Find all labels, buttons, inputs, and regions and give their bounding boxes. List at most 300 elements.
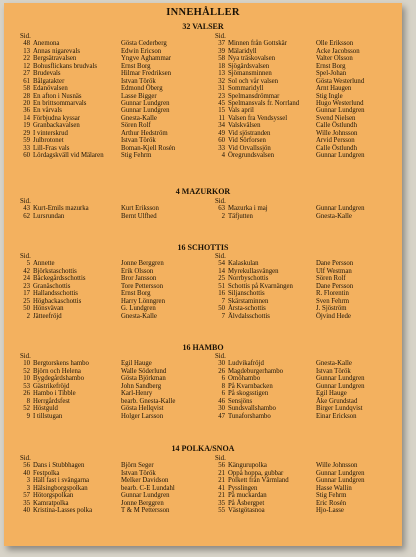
song-title: På Åsbergpet [228,499,265,507]
section-title: 14 POLKA/SNOA [171,444,235,453]
composer-name: Birger Lundqvist [316,405,363,413]
entry-column-right [215,455,365,515]
composer-name: bearb. Gnesta-Kalle [121,397,176,405]
song-title: Mälaridyll [228,47,257,55]
page-number: 60 [218,137,225,145]
page-number: 37 [218,40,225,48]
composer-name: Acke Jacobsson [316,47,360,55]
list-item [20,405,164,413]
page-number: 11 [218,114,225,122]
page-number: 50 [218,305,225,313]
composer-name: Gösta Cederberg [121,40,167,48]
list-item [215,107,365,115]
page-number: 13 [23,47,30,55]
composer-name: Istvan Török [121,137,156,145]
page-number: 31 [218,85,225,93]
list-item [215,462,358,470]
page-number: 18 [218,62,225,70]
page-number: 53 [23,382,30,390]
song-title: Hönsvävan [33,305,64,313]
song-title: Hälsingborgspolkan [33,484,88,492]
song-title: Öregrundsvalsen [228,152,275,159]
list-item [20,212,157,220]
song-title: Bergtorskens hambo [33,360,89,368]
song-title: Sommaridyll [228,85,264,93]
composer-name: Ernst Borg [121,62,151,70]
list-item [215,129,358,137]
song-title: Granbackavalsen [33,122,80,130]
composer-name: Gunnar Lundgren [121,107,170,115]
list-item [20,477,169,485]
composer-name: Sven Fehrm [316,297,350,305]
page-number: 20 [23,99,30,107]
song-title: Vid Sörforsen [228,137,266,145]
page-column-header: Sid. [215,353,226,360]
composer-name: Gunnar Lundgren [316,205,365,213]
composer-name: John Sandberg [121,382,162,390]
song-title: Lill-Fras vals [33,144,70,152]
composer-name: Gunnar Lundgren [121,99,170,107]
page-number: 7 [221,297,225,305]
page-column-header: Sid. [215,455,226,462]
list-item [20,297,165,305]
list-item [20,55,172,63]
page-number: 14 [218,267,225,275]
list-item [215,267,352,275]
page-number: 58 [23,85,30,93]
list-item [20,462,154,470]
song-title: Hallandsschottis [33,290,78,298]
composer-name: Egil Hauge [121,360,152,368]
list-item [215,312,351,320]
song-title: Sundsvallshambo [228,405,276,413]
list-item [20,107,170,115]
composer-name: Öjvind Hede [316,312,351,320]
song-title: Oppå hoppa, gubbar [228,469,284,477]
list-item [215,275,346,283]
song-title: Västgötasnoa [228,507,265,515]
composer-name: Lasse Bigger [121,92,157,100]
song-title: Festpolka [33,469,60,477]
entry-column-right [215,353,365,420]
page-number: 25 [218,275,225,283]
song-title: Spelmansvals fr. Norrland [228,99,300,107]
song-title: Vals april [228,107,254,115]
song-title: En afton i Nusnäs [33,92,82,100]
page-number: 8 [221,382,225,390]
page-number: 35 [23,499,30,507]
song-title: Julbrotonet [33,137,64,145]
page-number: 29 [23,129,30,137]
song-title: Bygdegårdshambo [33,375,84,383]
page-number: 48 [23,40,30,48]
list-item [20,62,151,70]
composer-name: Gnesta-Kalle [121,312,157,320]
list-item [215,92,343,100]
list-item [215,297,350,305]
list-item [20,469,156,477]
table-of-contents-page [4,3,402,546]
composer-name: Gnesta-Kalle [121,114,157,122]
song-title: Sensjöns [228,397,253,405]
song-title: Dans i Stubbhagen [33,462,85,470]
page-number: 60 [23,152,30,159]
list-item [215,477,365,485]
page-number: 23 [218,92,225,100]
list-item [20,360,152,368]
page-number: 32 [218,77,225,85]
composer-name: Valter Olsson [316,55,353,63]
list-item [20,484,175,492]
page-title: INNEHÅLLER [166,7,240,18]
list-item [215,469,365,477]
page-number: 6 [221,375,225,383]
composer-name: Melker Davidson [121,477,169,485]
composer-name: Gunnar Lundgren [316,477,365,485]
list-item [215,114,356,122]
composer-name: J. Sjöström [316,305,347,313]
song-title: I vinterskrud [33,129,68,137]
list-item [215,85,352,93]
page-number: 47 [218,412,225,420]
composer-name: Walle Söderlund [121,367,167,375]
list-item [20,290,151,298]
composer-name: Bror Jansson [121,275,157,283]
composer-name: Stig Fehrm [121,152,152,159]
page-column-header: Sid. [215,33,226,40]
page-number: 30 [218,405,225,413]
list-item [20,205,159,213]
song-title: Högbackaschottis [33,297,82,305]
composer-name: Gunnar Lundgren [316,107,365,115]
list-item [215,55,353,63]
page-number: 28 [23,92,30,100]
song-title: Kurt-Emils mazurka [33,205,89,213]
page-column-header: Sid. [20,455,31,462]
page-number: 21 [218,492,225,500]
page-number: 22 [23,55,30,63]
composer-name: Gösta Hellqvist [121,405,164,413]
composer-name: Ulf Westman [316,267,352,275]
composer-name: Olle Eriksson [316,40,354,48]
page-number: 56 [218,462,225,470]
song-title: Skärstaminnen [228,297,269,305]
page-number: 25 [23,297,30,305]
page-number: 23 [23,282,30,290]
page-number: 57 [23,492,30,500]
composer-name: Ernst Borg [316,62,346,70]
entry-column-left [20,353,176,420]
composer-name: Hugo Westerlund [316,99,364,107]
section-title: 16 HAMBO [182,343,224,352]
page-number: 16 [218,290,225,298]
page-number: 52 [23,405,30,413]
list-item [215,305,347,313]
page-column-header: Sid. [215,253,226,260]
list-item [20,305,156,313]
composer-name: Gnesta-Kalle [316,212,352,220]
page-number: 56 [23,462,30,470]
composer-name: Edmond Öberg [121,85,163,93]
list-item [215,152,365,159]
song-title: Spelmansdrömmar [228,92,280,100]
composer-name: Jonne Berggren [121,499,164,507]
composer-name: Gösta Björkman [121,375,166,383]
composer-name: Björn Seger [121,462,154,470]
page-number: 62 [23,212,30,220]
page-number: 40 [23,469,30,477]
composer-name: Harry Lönngren [121,297,165,305]
page-number: 10 [23,360,30,368]
list-item [215,137,355,145]
page-column-header: Sid. [20,198,31,205]
list-item [20,382,162,390]
list-item [215,492,347,500]
song-title: På skogsstigen [228,390,269,398]
composer-name: Wille Johnsson [316,462,358,470]
song-title: Häll fast i svängarna [33,477,90,485]
song-title: Sjömansminnen [228,70,272,78]
page-number: 3 [26,484,30,492]
page-column-header: Sid. [20,33,31,40]
composer-name: Ernst Borg [121,290,151,298]
page-number: 21 [218,469,225,477]
page-number: 33 [218,144,225,152]
song-title: Magdeburgerhambo [228,367,283,375]
list-item [20,40,167,48]
page-number: 54 [218,260,225,268]
song-title: Hambo i Tibble [33,390,76,398]
song-title: Siljanschottis [228,290,265,298]
list-item [20,507,170,515]
list-item [20,390,153,398]
list-item [215,499,347,507]
song-title: Gästrikefröjd [33,382,70,390]
entry-column-left [20,198,159,220]
list-item [215,367,351,375]
song-title: Höstguld [33,405,58,413]
page-number: 59 [23,137,30,145]
list-item [215,412,357,420]
page-number: 7 [221,312,225,320]
song-title: Pysslingen [228,484,258,492]
list-item [20,267,154,275]
page-number: 61 [23,77,30,85]
song-title: Björkstaschottis [33,267,77,275]
list-item [20,312,157,320]
page-number: 30 [218,360,225,368]
page-column-header: Sid. [20,353,31,360]
list-item [215,375,365,383]
entry-column-right [215,253,354,320]
list-item [20,152,152,159]
page-number: 26 [23,390,30,398]
list-item [215,405,363,413]
composer-name: Sören Rolf [121,122,151,130]
page-number: 6 [221,390,225,398]
page-number: 34 [218,122,225,130]
page-number: 27 [23,70,30,78]
entry-column-left [20,455,175,515]
page-number: 35 [218,499,225,507]
page-number: 21 [218,477,225,485]
section-title: 4 MAZURKOR [175,187,231,196]
page-number: 36 [23,107,30,115]
song-title: Ludvikafröjd [228,360,264,368]
page-column-header: Sid. [215,198,226,205]
list-item [20,412,164,420]
song-title: Kristina-Lasses polka [33,507,93,515]
list-item [215,390,347,398]
song-title: Årsta-schottis [228,305,266,313]
entry-column-right [215,198,365,220]
list-item [215,382,365,390]
entry-column-left [20,253,165,320]
page-number: 13 [218,70,225,78]
song-title: Älvdalsschottis [228,312,270,320]
song-title: Edanövalsen [33,85,68,93]
list-item [20,114,157,122]
song-title: Hötorgspolkan [33,492,74,500]
list-item [215,77,365,85]
page-number: 58 [218,55,225,63]
list-item [215,260,354,268]
entry-column-right [215,33,365,159]
list-item [20,260,164,268]
list-item [20,144,176,152]
page-number: 2 [26,312,30,320]
page-number: 5 [26,260,30,268]
song-title: En vårvals [33,107,62,115]
list-item [215,282,354,290]
composer-name: Åke Grundstad [316,397,358,405]
song-title: Myrekullasvängen [228,267,279,275]
page-number: 41 [218,484,225,492]
composer-name: T & M Pettersson [121,507,170,515]
composer-name: Gunnar Lundgren [121,492,170,500]
page-number: 50 [23,305,30,313]
list-item [20,77,156,85]
song-title: Tunaforshambo [228,412,271,420]
page-number: 63 [218,205,225,213]
composer-name: Einar Erickson [316,412,357,420]
list-item [215,397,358,405]
song-title: Anemona [33,40,60,48]
song-title: På muckardan [228,492,267,500]
composer-name: Istvan Török [121,469,156,477]
song-title: På Kvarnbacken [228,382,273,390]
list-item [215,62,346,70]
song-title: En brittsommarvals [33,99,87,107]
list-item [215,360,352,368]
composer-name: Istvan Török [316,367,351,375]
page-column-header: Sid. [20,253,31,260]
song-title: Kängurupolka [228,462,267,470]
page-number: 39 [218,47,225,55]
page-number: 14 [23,114,30,122]
song-title: Täfjutten [228,212,253,220]
composer-name: Yngve Aghammar [121,55,172,63]
composer-name: Dane Persson [316,260,354,268]
list-item [20,499,164,507]
song-title: Kamratpolka [33,499,69,507]
page-number: 12 [23,62,30,70]
song-title: Bäckegårdsschottis [33,275,86,283]
page-number: 40 [23,507,30,515]
list-item [20,137,156,145]
page-number: 24 [23,275,30,283]
list-item [20,375,166,383]
page-number: 46 [218,397,225,405]
composer-name: Gunnar Lundgren [316,469,365,477]
list-item [215,99,364,107]
list-item [20,47,162,55]
composer-name: Edwin Ericson [121,47,162,55]
entry-column-left [20,33,176,159]
list-item [20,85,163,93]
song-title: Bohusflickans brudvals [33,62,97,70]
list-item [20,122,151,130]
composer-name: Holger Larsson [121,412,164,420]
page-number: 19 [23,122,30,130]
page-number: 9 [26,412,30,420]
list-item [215,122,357,130]
composer-name: Gunnar Lundgren [316,375,365,383]
list-item [20,275,157,283]
composer-name: Kurt Eriksson [121,205,159,213]
song-title: Vid Orvallssjön [228,144,271,152]
composer-name: Calle Östlundh [316,122,357,130]
page-number: 17 [23,290,30,298]
list-item [20,397,176,405]
page-number: 15 [218,107,225,115]
song-title: Schottis på Kvarnängen [228,282,293,290]
composer-name: Stig Ingle [316,92,343,100]
composer-name: bearb. C-E Lundahl [121,484,175,492]
list-item [20,129,168,137]
composer-name: Gnesta-Kalle [316,360,352,368]
song-title: Kalaskulan [228,260,259,268]
song-title: Sol och vår valsen [228,77,279,85]
song-title: Annette [33,260,55,268]
list-item [215,290,349,298]
song-title: Lördagskväll vid Mälaren [33,152,104,159]
section-title: 32 VALSER [182,22,224,31]
list-item [20,492,170,500]
list-item [215,212,352,220]
composer-name: Arnt Haugen [316,85,352,93]
composer-name: Spel-Johan [316,70,347,78]
composer-name: Calle Östlundh [316,144,357,152]
list-item [20,99,170,107]
song-title: Brudevals [33,70,61,78]
list-item [215,484,352,492]
song-title: Norrbyschottis [228,275,269,283]
page-number: 51 [218,282,225,290]
page-number: 55 [218,507,225,515]
list-item [20,92,157,100]
composer-name: Karl-Henry [121,390,153,398]
song-title: Omöhambo [228,375,261,383]
composer-name: Eric Rosén [316,499,347,507]
song-title: Polkett från Värmland [228,477,289,485]
page-number: 8 [26,397,30,405]
list-item [215,144,357,152]
list-item [20,282,163,290]
composer-name: Gunnar Lundgren [316,152,365,159]
song-title: Björn och Helena [33,367,81,375]
song-title: Lursrundan [33,212,65,220]
